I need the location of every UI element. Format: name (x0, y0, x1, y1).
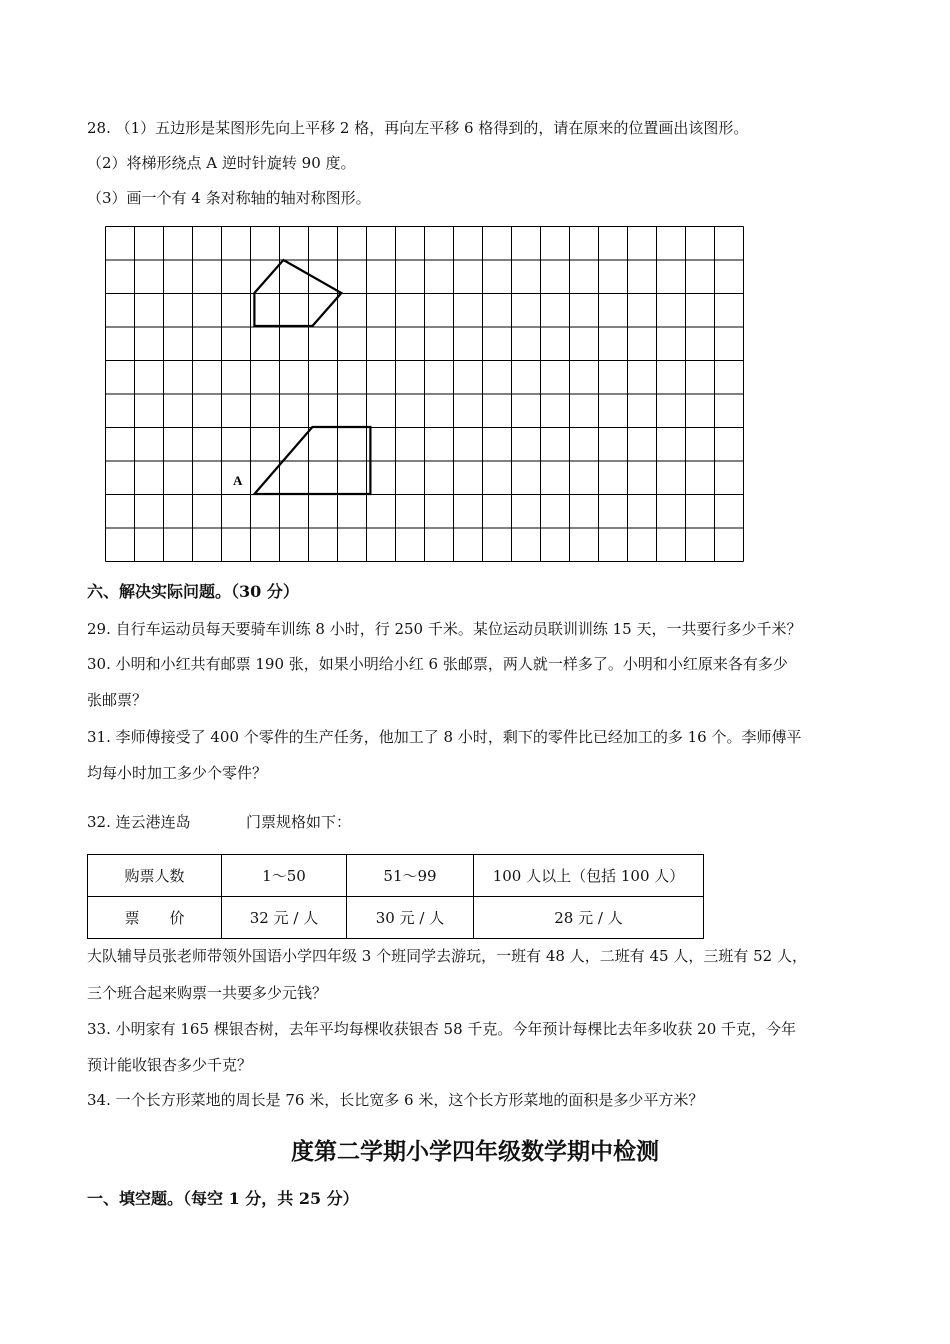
q28-line3: （3）画一个有 4 条对称轴的轴对称图形。 (87, 189, 371, 207)
exam-title: 度第二学期小学四年级数学期中检测 (291, 1138, 659, 1165)
q32-intro-a: 32. 连云港连岛 (87, 813, 191, 831)
q31-line2: 均每小时加工多少个零件？ (87, 764, 268, 782)
drawing-grid[interactable] (104, 225, 754, 563)
q34-text: 34. 一个长方形菜地的周长是 76 米，长比宽多 6 米，这个长方形菜地的面积是多少平方米？ (87, 1091, 704, 1109)
table-cell: 票 价 (88, 897, 222, 939)
table-row (88, 855, 704, 897)
section-1-heading: 一、填空题。（每空 1 分，共 25 分） (87, 1189, 359, 1208)
q29-text: 29. 自行车运动员每天要骑车训练 8 小时，行 250 千米。某位运动员联训训练 15 天，一共要行多少千米？ (87, 620, 802, 638)
q28-line1: 28. （1）五边形是某图形先向上平移 2 格，再向左平移 6 格得到的，请在原来的位置画出该图形。 (87, 119, 749, 137)
q32-intro-b: 门票规格如下： (246, 813, 352, 831)
q30-line1: 30. 小明和小红共有邮票 190 张，如果小明给小红 6 张邮票，两人就一样多了。小明和小红原来各有多少 (87, 655, 788, 673)
q33-line1: 33. 小明家有 165 棵银杏树，去年平均每棵收获银杏 58 千克。今年预计每棵比去年多收获 20 千克，今年 (87, 1020, 797, 1038)
q28-line2: （2）将梯形绕点 A 逆时针旋转 90 度。 (87, 154, 356, 172)
q32-line2: 三个班合起来购票一共要多少元钱？ (87, 984, 328, 1002)
table-row (88, 897, 704, 939)
table-cell: 30 元 / 人 (347, 897, 474, 939)
q33-line2: 预计能收银杏多少千克？ (87, 1056, 253, 1074)
table-cell: 32 元 / 人 (222, 897, 347, 939)
ticket-price-table (87, 854, 704, 939)
table-cell: 购票人数 (88, 855, 222, 897)
q30-line2: 张邮票？ (87, 691, 148, 709)
q31-line1: 31. 李师傅接受了 400 个零件的生产任务，他加工了 8 小时，剩下的零件比已经加工的多 16 个。李师傅平 (87, 728, 802, 746)
table-cell: 28 元 / 人 (474, 897, 704, 939)
table-cell: 51～99 (347, 855, 474, 897)
point-a-label: A (233, 473, 243, 488)
table-cell: 1～50 (222, 855, 347, 897)
section-6-heading: 六、解决实际问题。（30 分） (87, 582, 299, 601)
q32-line1: 大队辅导员张老师带领外国语小学四年级 3 个班同学去游玩，一班有 48 人，二班有 45 人，三班有 52 人， (87, 947, 807, 965)
table-cell: 100 人以上（包括 100 人） (474, 855, 704, 897)
grid-lines (106, 227, 744, 562)
